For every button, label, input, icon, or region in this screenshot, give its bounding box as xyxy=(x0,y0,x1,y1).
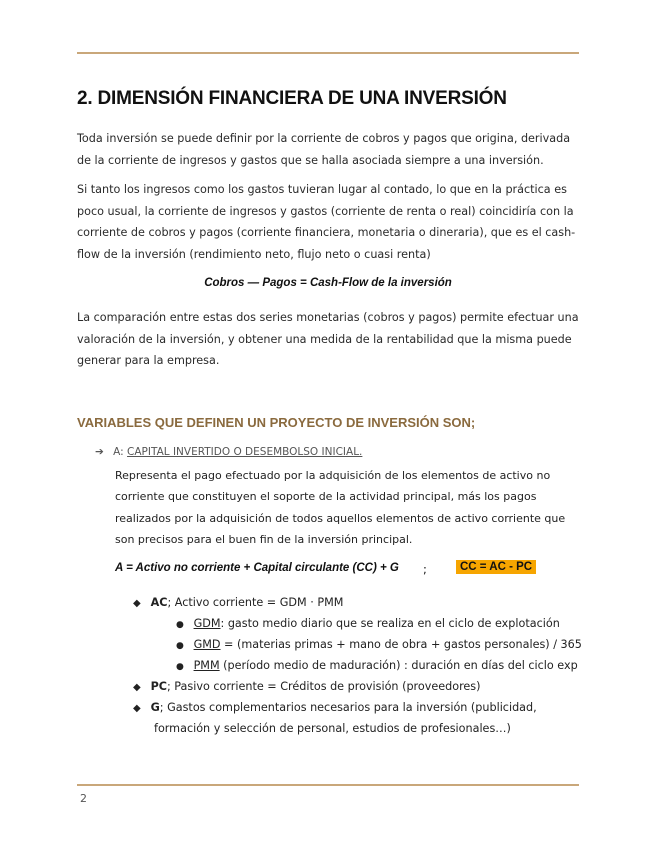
footer-rule xyxy=(77,784,579,786)
diamond-bullet-icon: ◆ xyxy=(133,598,141,609)
bullet-g-term: G xyxy=(150,701,160,714)
sub-bullet-gmd-term: GMD xyxy=(193,638,221,651)
formula-separator: ; xyxy=(423,562,427,576)
item-a-prefix: A: xyxy=(113,446,124,458)
bullet-ac-term: AC xyxy=(150,596,168,609)
bullet-ac-text: ; Activo corriente = GDM · PMM xyxy=(167,596,344,609)
item-a-heading xyxy=(95,446,362,458)
paragraph-cashflow: Si tanto los ingresos como los gastos tuvieran lugar al contado, lo que en la práctica es poco usual, la corriente de ingresos y gastos (corriente de renta o real) coincidiría con la corriente de cobros y pagos (corriente financiera, monetaria o dineraria), que es el cash-flow de la inversión (rendimiento neto, flujo neto o cuasi renta) xyxy=(77,183,576,261)
bullet-pc-term: PC xyxy=(150,680,167,693)
diamond-bullet-icon: ◆ xyxy=(133,703,141,714)
sub-bullet-gmd-text: = (materias primas + mano de obra + gastos personales) / 365 xyxy=(220,638,582,651)
sub-bullet-gdm-term: GDM xyxy=(193,617,221,630)
item-a-description: Representa el pago efectuado por la adquisición de los elementos de activo no corriente que constituyen el soporte de la actividad principal, más los pagos realizados por la adquisición de todos aquellos elementos de activo corriente que son precisos para el buen fin de la inversión principal. xyxy=(115,469,566,546)
sub-bullet-pmm-term: PMM xyxy=(193,659,220,672)
sub-bullet-pmm-text: (período medio de maduración) : duración en días del ciclo exp xyxy=(219,659,578,672)
formula-cashflow: Cobros — Pagos = Cash-Flow de la inversión xyxy=(204,277,452,289)
bullet-pc-text: ; Pasivo corriente = Créditos de provisión (proveedores) xyxy=(166,680,481,693)
dot-bullet-icon: ● xyxy=(176,641,184,651)
paragraph-intro: Toda inversión se puede definir por la corriente de cobros y pagos que origina, derivada de la corriente de ingresos y gastos que se halla asociada siempre a una inversión. xyxy=(77,132,571,167)
page-number: 2 xyxy=(80,792,87,805)
bullet-g-continuation: formación y selección de personal, estudios de profesionales…) xyxy=(154,722,511,735)
header-rule xyxy=(77,52,579,54)
section-title: VARIABLES QUE DEFINEN UN PROYECTO DE INVERSIÓN SON; xyxy=(77,415,476,430)
sub-bullet-pmm xyxy=(176,655,578,678)
arrow-right-icon: ➔ xyxy=(95,446,104,458)
sub-bullet-gdm xyxy=(176,613,560,636)
dot-bullet-icon: ● xyxy=(176,620,184,630)
bullet-g xyxy=(133,697,537,719)
diamond-bullet-icon: ◆ xyxy=(133,682,141,693)
paragraph-comparison: La comparación entre estas dos series monetarias (cobros y pagos) permite efectuar una valoración de la inversión, y obtener una medida de la rentabilidad que la misma puede generar para la empresa. xyxy=(77,311,579,367)
item-a-label: CAPITAL INVERTIDO O DESEMBOLSO INICIAL. xyxy=(127,446,363,458)
formula-a: A = Activo no corriente + Capital circulante (CC) + G xyxy=(115,562,399,574)
bullet-pc xyxy=(133,676,481,698)
bullet-g-text: ; Gastos complementarios necesarios para la inversión (publicidad, xyxy=(159,701,537,714)
highlight-cc-formula: CC = AC - PC xyxy=(456,560,536,574)
sub-bullet-gmd xyxy=(176,634,582,657)
dot-bullet-icon: ● xyxy=(176,662,184,672)
sub-bullet-gdm-text: : gasto medio diario que se realiza en el ciclo de explotación xyxy=(220,617,560,630)
page-title: 2. DIMENSIÓN FINANCIERA DE UNA INVERSIÓN xyxy=(77,88,507,109)
bullet-ac xyxy=(133,592,343,614)
